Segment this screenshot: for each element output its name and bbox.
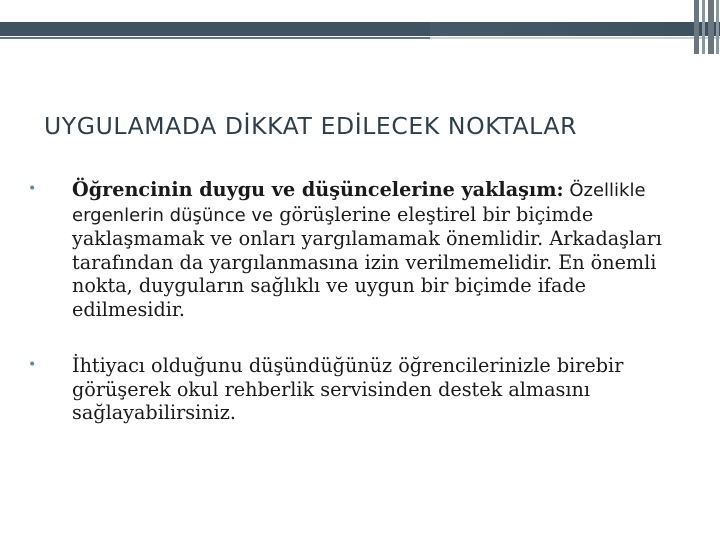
bullet-1-sans-text: Özellikle ergenlerin düşünce ve [72, 180, 646, 226]
bullet-1-text: görüşlerine eleştirel bir biçimde yaklaşmamak ve onları yargılamamak önemlidir. Arkadaşları tarafından da yargılanmasına izin verilmemelidir. En önemli nokta, duyguların sağlıklı ve uygun bir biçimde ifade edilmesidir. [72, 202, 662, 321]
bullet-2-text: İhtiyacı olduğunu düşündüğünüz öğrencilerinizle birebir görüşerek okul rehberlik servisinden destek almasını sağlayabilirsiniz. [72, 354, 624, 424]
header-rule-light [430, 37, 720, 39]
header-rule [0, 37, 430, 39]
bullet-item-1 [28, 178, 688, 321]
bullet-1-heading: Öğrencinin duygu ve düşüncelerine yaklaşım: [72, 178, 564, 201]
bullet-list [28, 178, 688, 425]
bullet-icon: • [28, 181, 37, 197]
header-band [0, 22, 720, 36]
corner-decoration [690, 0, 720, 54]
bullet-icon: • [28, 357, 37, 373]
slide-title: UYGULAMADA DİKKAT EDİLECEK NOKTALAR [44, 112, 578, 140]
bullet-item-2 [28, 354, 688, 425]
